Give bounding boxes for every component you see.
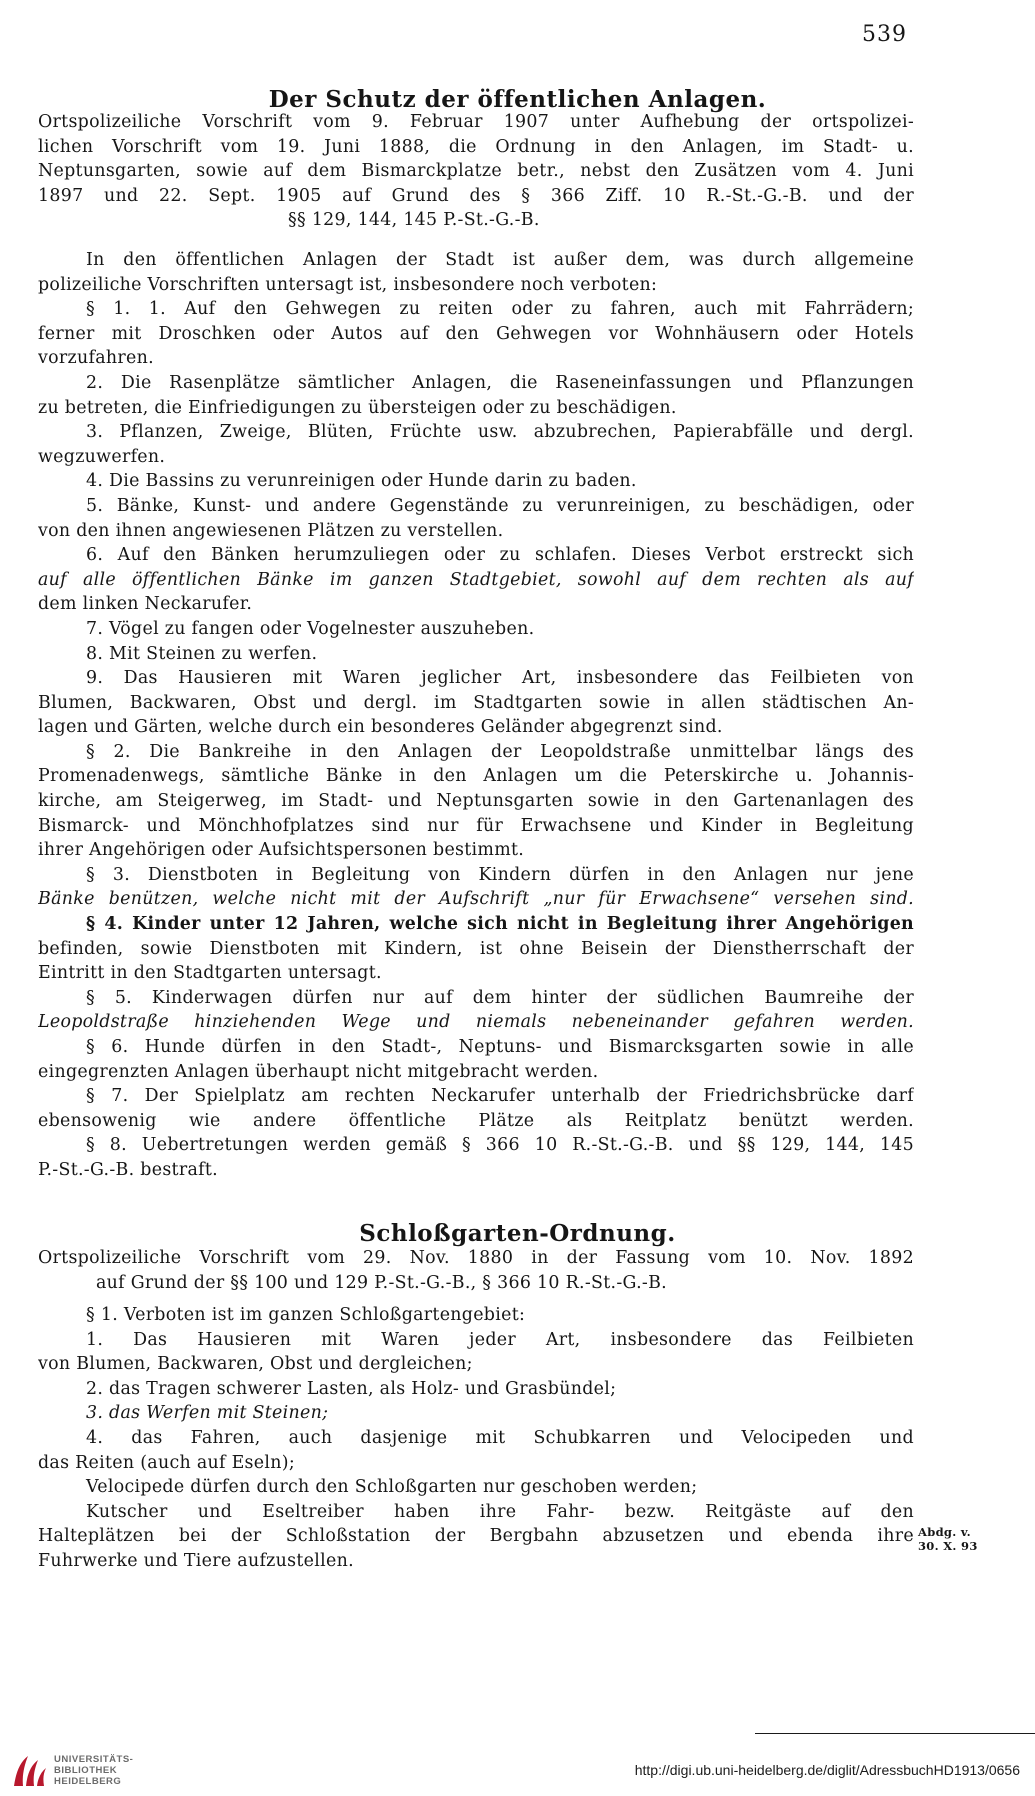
body-line: vorzufahren.: [38, 348, 154, 369]
margin-note-line: Abdg. v.: [918, 1525, 971, 1539]
page-number: 539: [862, 22, 907, 47]
body-line: lagen und Gärten, welche durch ein besonderes Geländer abgegrenzt sind.: [38, 717, 723, 738]
paragraph-2: § 2. Die Bankreihe in den Anlagen der Leopoldstraße unmittelbar längs des: [86, 741, 914, 762]
body-line: Bismarck- und Mönchhofplatzes sind nur für Erwachsene und Kinder in Begleitung: [38, 815, 914, 836]
body-line: kirche, am Steigerweg, im Stadt- und Neptunsgarten sowie in den Gartenanlagen des: [38, 791, 914, 812]
section1-intro: [38, 110, 914, 233]
body-line: zu betreten, die Einfriedigungen zu übersteigen oder zu beschädigen.: [38, 397, 677, 418]
body-line: das Reiten (auch auf Eseln);: [38, 1452, 295, 1473]
body-line: Kutscher und Eseltreiber haben ihre Fahr- bezw. Reitgäste auf den: [86, 1501, 914, 1522]
body-line: In den öffentlichen Anlagen der Stadt ist außer dem, was durch allgemeine: [86, 250, 914, 270]
body-line: Promenadenwegs, sämtliche Bänke in den Anlagen um die Peterskirche u. Johannis-: [38, 766, 914, 787]
paragraph-3: § 3. Dienstboten in Begleitung von Kindern dürfen in den Anlagen nur jene: [86, 864, 914, 885]
paragraph-1: § 1. Verboten ist im ganzen Schloßgartengebiet:: [86, 1305, 526, 1325]
source-url[interactable]: http://digi.ub.uni-heidelberg.de/diglit/AdressbuchHD1913/0656: [634, 1762, 1020, 1778]
section-heading-castle-garden: Schloßgarten-Ordnung.: [359, 1220, 676, 1247]
section2-body: [38, 1303, 914, 1574]
item-4: 4. Die Bassins zu verunreinigen oder Hunde darin zu baden.: [86, 471, 637, 492]
body-line: ferner mit Droschken oder Autos auf den Gehwegen vor Wohnhäusern oder Hotels: [38, 323, 914, 344]
body-line: Fuhrwerke und Tiere aufzustellen.: [38, 1550, 354, 1571]
item-8: 8. Mit Steinen zu werfen.: [86, 643, 318, 664]
library-name-line: UNIVERSITÄTS-: [54, 1754, 134, 1765]
section1-body: [38, 248, 914, 1183]
intro-line: Ortspolizeiliche Vorschrift vom 29. Nov. 1880 in der Fassung vom 10. Nov. 1892: [38, 1248, 914, 1268]
item-4: 4. das Fahren, auch dasjenige mit Schubkarren und Velocipeden und: [86, 1427, 914, 1448]
library-name-line: HEIDELBERG: [54, 1776, 122, 1787]
body-line: eingegrenzten Anlagen überhaupt nicht mitgebracht werden.: [38, 1061, 599, 1082]
library-logo-icon: [10, 1752, 48, 1790]
intro-line: Ortspolizeiliche Vorschrift vom 9. Februar 1907 unter Aufhebung der ortspolizei-: [38, 112, 914, 132]
intro-line: 1897 und 22. Sept. 1905 auf Grund des § 366 Ziff. 10 R.-St.-G.-B. und der: [38, 185, 914, 206]
body-line: von den ihnen angewiesenen Plätzen zu verstellen.: [38, 520, 504, 541]
body-line: Bänke benützen, welche nicht mit der Aufschrift „nur für Erwachsene“ versehen sind.: [38, 889, 914, 910]
intro-line: §§ 129, 144, 145 P.-St.-G.-B.: [288, 210, 540, 231]
body-line: P.-St.-G.-B. bestraft.: [38, 1159, 218, 1180]
body-line: von Blumen, Backwaren, Obst und dergleichen;: [38, 1354, 473, 1375]
library-name-line: BIBLIOTHEK: [54, 1765, 118, 1776]
paragraph-4: § 4. Kinder unter 12 Jahren, welche sich nicht in Begleitung ihrer Angehörigen: [86, 914, 914, 935]
library-name: [54, 1754, 133, 1787]
body-line: Velocipede dürfen durch den Schloßgarten nur geschoben werden;: [86, 1477, 698, 1498]
item-9: 9. Das Hausieren mit Waren jeglicher Art, insbesondere das Feilbieten von: [86, 668, 914, 689]
body-line: polizeiliche Vorschriften untersagt ist, insbesondere noch verboten:: [38, 274, 658, 295]
item-5: 5. Bänke, Kunst- und andere Gegenstände zu verunreinigen, zu beschädigen, oder: [86, 495, 914, 516]
footer-rule: [755, 1733, 1035, 1734]
body-line: Blumen, Backwaren, Obst und dergl. im Stadtgarten sowie in allen städtischen An-: [38, 692, 914, 713]
intro-line: lichen Vorschrift vom 19. Juni 1888, die Ordnung in den Anlagen, im Stadt- u.: [38, 136, 914, 157]
margin-note-line: 30. X. 93: [918, 1539, 978, 1553]
margin-note: [918, 1525, 1028, 1553]
body-line: dem linken Neckarufer.: [38, 594, 253, 615]
item-6: 6. Auf den Bänken herumzuliegen oder zu schlafen. Dieses Verbot erstreckt sich: [86, 545, 914, 566]
item-3: 3. das Werfen mit Steinen;: [86, 1403, 329, 1424]
intro-line: Neptunsgarten, sowie auf dem Bismarckplatze betr., nebst den Zusätzen vom 4. Juni: [38, 161, 914, 182]
body-line: ebensowenig wie andere öffentliche Plätze als Reitplatz benützt werden.: [38, 1110, 914, 1131]
body-line: Eintritt in den Stadtgarten untersagt.: [38, 963, 382, 984]
body-line: Halteplätzen bei der Schloßstation der Bergbahn abzusetzen und ebenda ihre: [38, 1526, 914, 1547]
item-1: 1. Das Hausieren mit Waren jeder Art, insbesondere das Feilbieten: [86, 1329, 914, 1350]
body-line: ihrer Angehörigen oder Aufsichtspersonen bestimmt.: [38, 840, 525, 861]
paragraph-1: § 1. 1. Auf den Gehwegen zu reiten oder zu fahren, auch mit Fahrrädern;: [86, 299, 914, 320]
section-heading-public-parks: Der Schutz der öffentlichen Anlagen.: [268, 86, 767, 113]
section2-intro: [38, 1246, 914, 1295]
paragraph-8: § 8. Uebertretungen werden gemäß § 366 10 R.-St.-G.-B. und §§ 129, 144, 145: [86, 1135, 914, 1156]
body-line: auf alle öffentlichen Bänke im ganzen Stadtgebiet, sowohl auf dem rechten als auf: [38, 569, 914, 590]
item-2: 2. das Tragen schwerer Lasten, als Holz- und Grasbündel;: [86, 1378, 617, 1399]
item-2: 2. Die Rasenplätze sämtlicher Anlagen, die Raseneinfassungen und Pflanzungen: [86, 372, 914, 393]
digitization-footer: [0, 1738, 1035, 1796]
paragraph-7: § 7. Der Spielplatz am rechten Neckarufer unterhalb der Friedrichsbrücke darf: [86, 1086, 914, 1107]
body-line: wegzuwerfen.: [38, 446, 166, 467]
intro-line: auf Grund der §§ 100 und 129 P.-St.-G.-B., § 366 10 R.-St.-G.-B.: [96, 1272, 668, 1293]
paragraph-6: § 6. Hunde dürfen in den Stadt-, Neptuns- und Bismarcksgarten sowie in alle: [86, 1037, 914, 1057]
item-3: 3. Pflanzen, Zweige, Blüten, Früchte usw. abzubrechen, Papierabfälle und dergl.: [86, 422, 914, 443]
paragraph-5: § 5. Kinderwagen dürfen nur auf dem hinter der südlichen Baumreihe der: [86, 987, 914, 1008]
item-7: 7. Vögel zu fangen oder Vogelnester auszuheben.: [86, 618, 535, 639]
body-line: befinden, sowie Dienstboten mit Kindern, ist ohne Beisein der Dienstherrschaft der: [38, 938, 914, 959]
body-line: Leopoldstraße hinziehenden Wege und niemals nebeneinander gefahren werden.: [38, 1012, 914, 1033]
